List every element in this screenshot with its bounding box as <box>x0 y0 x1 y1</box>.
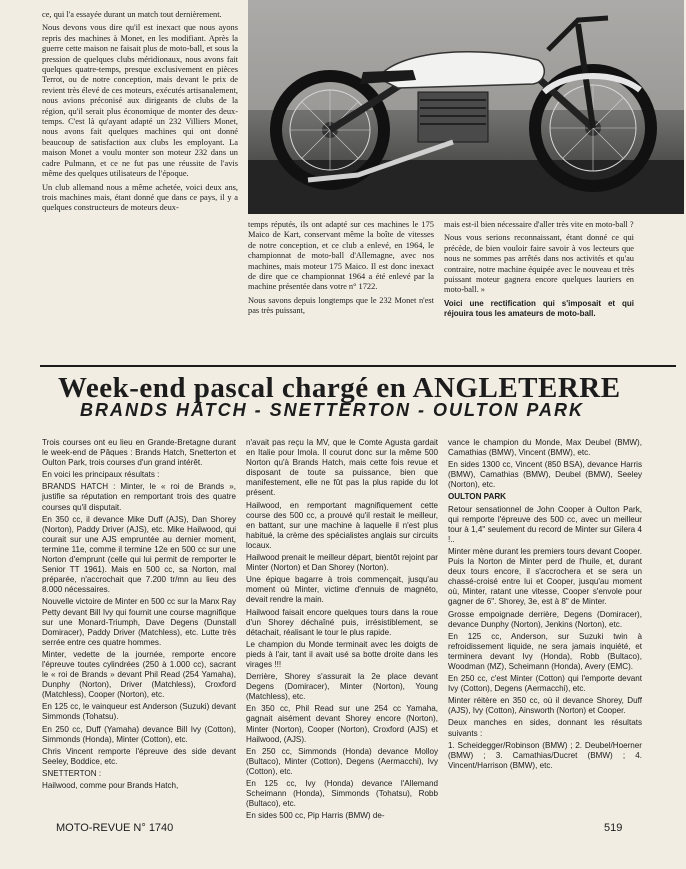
paragraph: En 350 cc, Phil Read sur une 254 cc Yamaha, gagnait aisément devant Shorey encore (Norton), Minter (Norton), Cooper (Norton), Croxford (AJS) et Hailwood, (AJS). <box>246 704 438 744</box>
article-column-2 <box>246 438 438 823</box>
paragraph: Deux manches en sides, donnant les résultats suivants : <box>448 718 642 738</box>
paragraph: n'avait pas reçu la MV, que le Comte Agusta gardait en Italie pour Imola. Il courut donc sur la même 500 Norton qu'à Brands Hatch, mais cette fois revue et disposant de toute sa puissance, bien que manifestement, elle ne fût pas la plus rapide du lot présent. <box>246 438 438 498</box>
paragraph: En sides 1300 cc, Vincent (850 BSA), devance Harris (BMW), Camathias (BMW), Deubel (BMW), Seeley (Norton), etc. <box>448 460 642 490</box>
paragraph: Chris Vincent remporte l'épreuve des side devant Seeley, Boddice, etc. <box>42 746 236 766</box>
paragraph: 1. Scheidegger/Robinson (BMW) ; 2. Deubel/Hoerner (BMW) ; 3. Camathias/Ducret (BMW) ; 4. Vincent/Harrison (BMW), etc. <box>448 740 642 770</box>
paragraph: En 125 cc, Ivy (Honda) devance l'Allemand Scheimann (Honda), Simmonds (Tohatsu), Robb (Bultaco), etc. <box>246 779 438 809</box>
paragraph: Hailwood, en remportant magnifiquement cette course des 500 cc, a prouvé qu'il restait le meilleur, en battant, sur une machine à laquelle il n'est plus habitué, la crème des spécialistes anglais sur circuits locaux. <box>246 500 438 550</box>
motorcycle-photo <box>248 0 684 214</box>
headline-title: Week-end pascal chargé en ANGLETERRE <box>58 372 621 404</box>
paragraph: En 125 cc, Anderson, sur Suzuki twin à refroidissement liquide, ne sera jamais inquiété, et terminera devant Ivy (Honda), Robb (Bultaco), Woodman (MZ), Scheimann (Honda), Avery (EMC). <box>448 631 642 671</box>
paragraph: Une épique bagarre à trois commençait, jusqu'au moment où Minter, victime d'ennuis de magnéto, devait rendre la main. <box>246 575 438 605</box>
paragraph: BRANDS HATCH : Minter, le « roi de Brands », justifie sa réputation en remportant trois des quatre courses qu'il disputait. <box>42 482 236 512</box>
paragraph: En 125 cc, le vainqueur est Anderson (Suzuki) devant Simmonds (Tohatsu). <box>42 702 236 722</box>
paragraph: Trois courses ont eu lieu en Grande-Bretagne durant le week-end de Pâques : Brands Hatch, Snetterton et Oulton Park, trois courses d'un grand intérêt. <box>42 438 236 468</box>
paragraph: mais est-il bien nécessaire d'aller très vite en moto-ball ? <box>444 220 634 229</box>
paragraph: Hailwood faisait encore quelques tours dans la roue d'un Shorey déchaîné puis, irrésistiblement, se détachait, réalisant le tour le plus rapide. <box>246 607 438 637</box>
paragraph: Derrière, Shorey s'assurait la 2e place devant Degens (Domiracer), Minter (Norton), Young (Matchless), etc. <box>246 672 438 702</box>
article-column-1 <box>42 438 236 793</box>
paragraph: Nous devons vous dire qu'il est inexact que nous ayons repris des machines à Monet, en les modifiant. Après la guerre cette maison ne faisait plus de moto-ball, et sous la pression de quelques clubs méridionaux, nous avons fait quelques quatre-temps, presque exclusivement en pièces Terrot, ou de notre conception, mais devant le prix de revient très élevé de ces moteurs, exécutés artisanalement, nous avions préconisé aux dirigeants de clubs de la région, qu'il serait plus économique de monter des deux-temps. C'est là qu'ayant adapté un 232 Villiers Monet, nous avons fait quelques machines qui ont donné beaucoup de satisfaction aux clubs les employant. La maison Monet a voulu monter son moteur 232 dans un cadre Pulmann, et ce ne fut pas une réussite de l'avis même des quelques utilisateurs de l'époque. <box>42 23 238 179</box>
editor-note: Voici une rectification qui s'imposait et qui réjouira tous les amateurs de moto-ball. <box>444 298 634 319</box>
paragraph: Un club allemand nous a même achetée, voici deux ans, trois machines mais, étant donné que dans ce pays, il y a quelques constructeurs de moteurs deux- <box>42 182 238 213</box>
paragraph: temps réputés, ils ont adapté sur ces machines le 175 Maico de Kart, conservant même la boîte de vitesses de notre conception, et ce club a enlevé, en 1964, le championnat de moto-ball d'Allemagne, avec nos machines, mais moteur 175 Maico. Il est donc inexact de dire que ce championnat 1964 a été enlevé par la machine présentée dans votre n° 1722. <box>248 220 434 292</box>
paragraph: ce, qui l'a essayée durant un match tout dernièrement. <box>42 10 222 19</box>
paragraph: Retour sensationnel de John Cooper à Oulton Park, qui remporte l'épreuve des 500 cc, avec un meilleur tour à 1,4" seulement du record de Minter sur Gilera 4 !.. <box>448 504 642 544</box>
letter-column-1 <box>42 10 238 217</box>
page-number: 519 <box>604 822 623 834</box>
headline-subtitle: BRANDS HATCH - SNETTERTON - OULTON PARK <box>80 400 584 420</box>
section-heading: SNETTERTON : <box>42 768 102 778</box>
paragraph: Minter réitère en 350 cc, où il devance Shorey, Duff (AJS), Ivy (Cotton), Ainsworth (Norton) et Cooper. <box>448 696 642 716</box>
paragraph: En 250 cc, c'est Minter (Cotton) qui l'emporte devant Ivy (Cotton), Degens (Aermacchi), etc. <box>448 674 642 694</box>
paragraph: Hailwood prenait le meilleur départ, bientôt rejoint par Minter (Norton) et Dan Shorey (Norton). <box>246 553 438 573</box>
paragraph: Nous vous serions reconnaissant, étant donné ce qui précède, de bien vouloir faire savoir à vos lecteurs que nous ne sommes pas arrêtés dans nos activités et qu'au contraire, notre machine équipée avec le nouveau et très puissant moteur gagnera encore quelques lauriers en moto-ball. » <box>444 233 634 295</box>
magazine-footer: MOTO-REVUE N° 1740 <box>56 822 174 834</box>
paragraph: Nous savons depuis longtemps que le 232 Monet n'est pas très puissant, <box>248 295 434 316</box>
paragraph: Nouvelle victoire de Minter en 500 cc sur la Manx Ray Petty devant Bill Ivy qui fournit une course magnifique sur une Monard-Triumph, Dave Degens (Dunstall Domiracer), Paddy Driver (Matchless), etc. Lutte très serrée entre ces quatre hommes. <box>42 597 236 647</box>
section-divider <box>40 365 676 367</box>
paragraph: En 350 cc, il devance Mike Duff (AJS), Dan Shorey (Norton), Paddy Driver (AJS), etc. Mike Hailwood, qui courait sur une AJS empruntée au dernier moment, termine 11e, comme il termine 12e en 500 cc sur une Norton d'emprunt (celle qui lui permit de remporter le Senior TT 1961). Mais en 500 cc, sa Norton, mal préparée, n'accrochait que 7.200 tr/mn au lieu des 8.000 nécessaires. <box>42 514 236 595</box>
motorcycle-image <box>248 0 684 214</box>
paragraph: En 250 cc, Simmonds (Honda) devance Molloy (Bultaco), Minter (Cotton), Degens (Aermacchi), Ivy (Cotton), etc. <box>246 746 438 776</box>
paragraph: En 250 cc, Duff (Yamaha) devance Bill Ivy (Cotton), Simmonds (Honda), Minter (Cotton), etc. <box>42 724 236 744</box>
paragraph: En sides 500 cc, Pip Harris (BMW) de- <box>246 811 385 821</box>
section-heading: OULTON PARK <box>448 492 507 502</box>
paragraph: Minter, vedette de la journée, remporte encore l'épreuve toutes cylindrées (250 à 1.000 cc), sacrant le « roi de Brands » devant Phil Read (254 Yamaha), Dunphy (Norton), Driver (Matchless), Croxford (Matchless), Cooper (Norton), etc. <box>42 649 236 700</box>
article-headline <box>40 372 680 420</box>
paragraph: Le champion du Monde terminait avec les doigts de pieds à l'air, tant il avait usé sa botte droite dans les virages !!! <box>246 639 438 669</box>
paragraph: vance le champion du Monde, Max Deubel (BMW), Camathias (BMW), Vincent (BMW), etc. <box>448 438 642 458</box>
paragraph: Grosse empoignade derrière, Degens (Domiracer), devance Dunphy (Norton), Jenkins (Norton), etc. <box>448 609 642 629</box>
paragraph: Minter mène durant les premiers tours devant Cooper. Puis la Norton de Minter perd de l'huile, et, durant deux tours encore, il s'accrochera et se sera un chassé-croisé entre lui et Cooper, jusqu'au moment où, Minter, ratant une vitesse, Cooper s'envole pour gagner de 6". Shorey, 3e, est à 8" de Minter. <box>448 546 642 607</box>
paragraph: En voici les principaux résultats : <box>42 470 160 480</box>
article-column-3 <box>448 438 642 773</box>
letter-column-2 <box>248 220 434 320</box>
paragraph: Hailwood, comme pour Brands Hatch, <box>42 781 179 790</box>
letter-column-3 <box>444 220 634 323</box>
